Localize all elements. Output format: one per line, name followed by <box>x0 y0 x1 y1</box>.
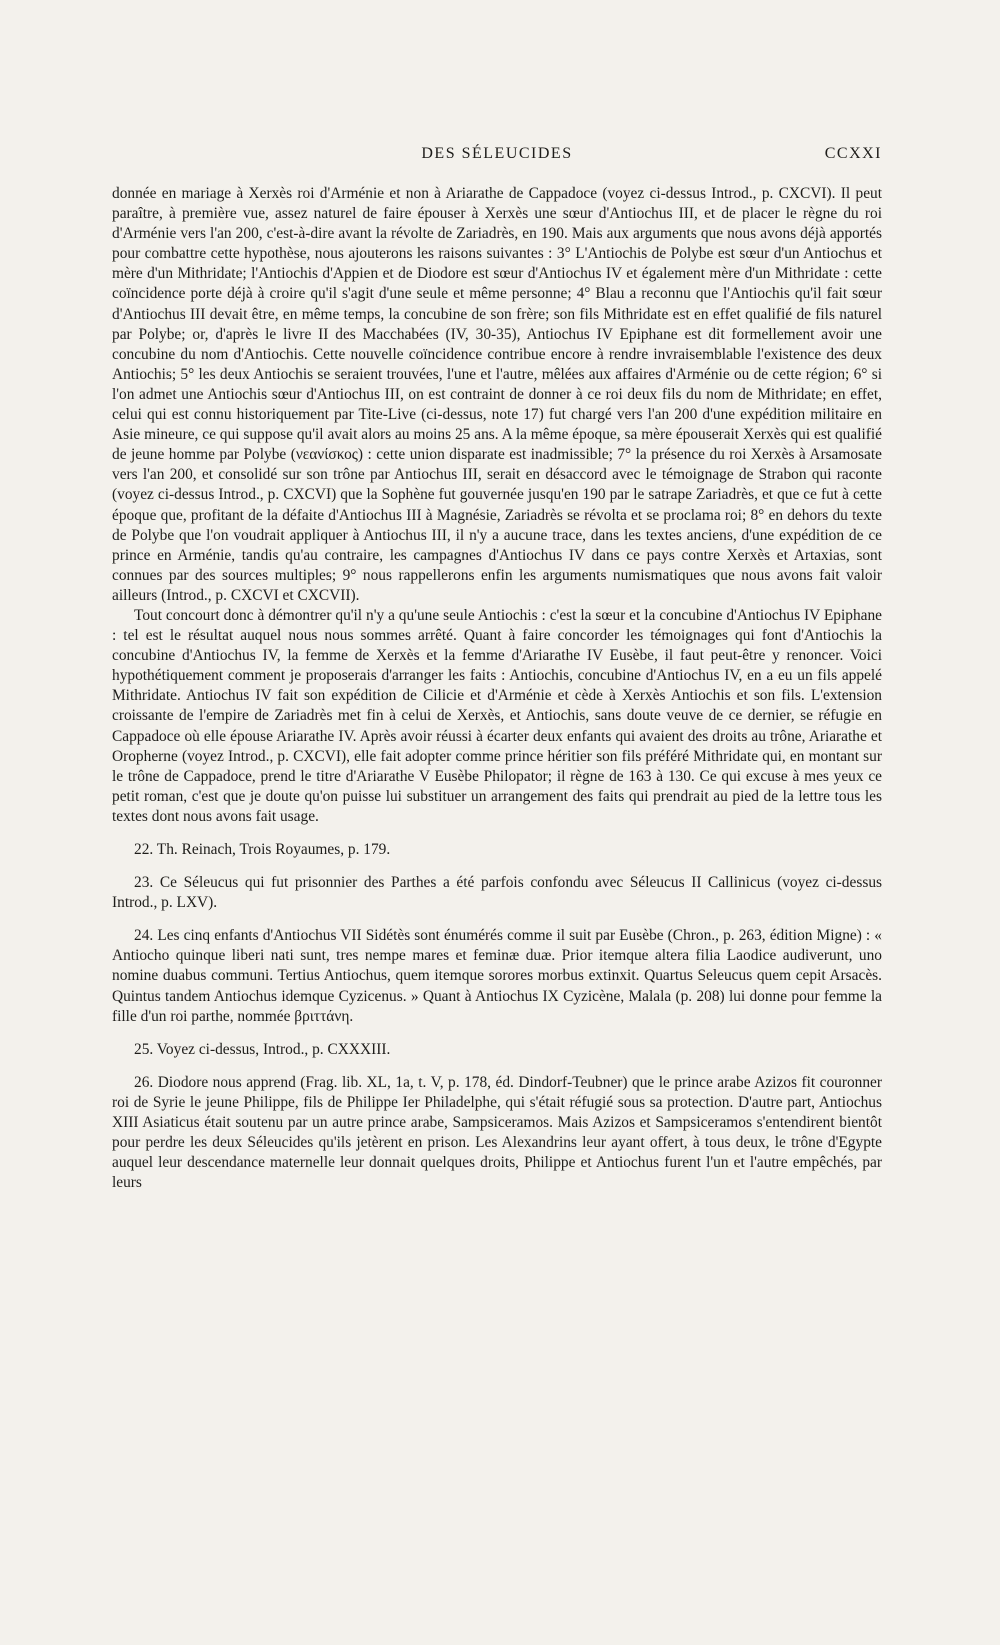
note-26: 26. Diodore nous apprend (Frag. lib. XL, 1a, t. V, p. 178, éd. Dindorf-Teubner) que le prince arabe Azizos fit couronner roi de Syrie le jeune Philippe, fils de Philippe Ier Philadelphe, qui s'était réfugié sous sa protection. D'autre part, Antiochus XIII Asiaticus était soutenu par un autre prince arabe, Sampsiceramos. Mais Azizos et Sampsiceramos s'entendirent bientôt pour perdre les deux Séleucides qu'ils jetèrent en prison. Les Alexandrins leur ayant offert, à tous deux, le trône d'Egypte auquel leur descendance maternelle leur donnait quelques droits, Philippe et Antiochus furent l'un et l'autre empêchés, par leurs <box>112 1073 882 1192</box>
continued-paragraph: donnée en mariage à Xerxès roi d'Arménie et non à Ariarathe de Cappadoce (voyez ci-dessus Introd., p. CXCVI). Il peut paraître, à première vue, assez naturel de faire épouser à Xerxès une sœur d'Antiochus III, et de placer le règne du roi d'Arménie vers l'an 200, c'est-à-dire avant la révolte de Zariadrès, en 190. Mais aux arguments que nous avons déjà apportés pour combattre cette hypothèse, nous ajouterons les raisons suivantes : 3° L'Antiochis de Polybe est sœur d'un Antiochus et mère d'un Mithridate; l'Antiochis d'Appien et de Diodore est sœur d'Antiochus IV et également mère d'un Mithridate : cette coïncidence porte déjà à croire qu'il s'agit d'une seule et même personne; 4° Blau a reconnu que l'Antiochis qu'il fait sœur d'Antiochus III devait être, en même temps, la concubine de son frère; son fils Mithridate est en effet qualifié de fils naturel par Polybe; or, d'après le livre II des Macchabées (IV, 30-35), Antiochus IV Epiphane est dit formellement avoir une concubine du nom d'Antiochis. Cette nouvelle coïncidence contribue encore à rendre invraisemblable l'existence des deux Antiochis; 5° les deux Antiochis se seraient trouvées, l'une et l'autre, mêlées aux affaires d'Arménie ou de cette région; 6° si l'on admet une Antiochis sœur d'Antiochus III, on est contraint de donner à ce roi deux fils du nom de Mithridate; en effet, celui qui est connu historiquement par Tite-Live (ci-dessus, note 17) fut chargé vers l'an 200 d'une expédition militaire en Asie mineure, ce qui suppose qu'il avait alors au moins 25 ans. A la même époque, sa mère épouserait Xerxès qui est qualifié de jeune homme par Polybe (νεανίσκος) : cette union disparate est inadmissible; 7° la présence du roi Xerxès à Arsamosate vers l'an 200, et consolidé sur son trône par Antiochus III, serait en désaccord avec le témoignage de Strabon qui raconte (voyez ci-dessus Introd., p. CXCVI) que la Sophène fut gouvernée jusqu'en 190 par le satrape Zariadrès, et que ce fut à cette époque que, profitant de la défaite d'Antiochus III à Magnésie, Zariadrès se révolta et se proclama roi; 8° en dehors du texte de Polybe que l'on voudrait appliquer à Antiochus III, il n'y a aucune trace, dans les textes anciens, d'une expédition de ce prince en Arménie, tandis qu'au contraire, les campagnes d'Antiochus IV dans ce pays contre Xerxès et Artaxias, sont connues par des sources multiples; 9° nous rappellerons enfin les arguments numismatiques que nous avons fait valoir ailleurs (Introd., p. CXCVI et CXCVII). <box>112 185 882 604</box>
note-24: 24. Les cinq enfants d'Antiochus VII Sidétès sont énumérés comme il suit par Eusèbe (Chron., p. 263, édition Migne) : « Antiocho quinque liberi nati sunt, tres nempe mares et feminæ duæ. Prior itemque altera filia Laodice audiverunt, uno nomine duabus communi. Tertius Antiochus, quem itemque sorores morbus extinxit. Quartus Seleucus quem cepit Arsacès. Quintus tandem Antiochus idemque Cyzicenus. » Quant à Antiochus IX Cyzicène, Malala (p. 208) lui donne pour femme la fille d'un roi parthe, nommée βριττάνη. <box>112 927 882 1025</box>
text-body <box>112 184 882 1193</box>
note-25: 25. Voyez ci-dessus, Introd., p. CXXXIII. <box>134 1040 391 1058</box>
note-23: 23. Ce Séleucus qui fut prisonnier des Parthes a été parfois confondu avec Séleucus II Callinicus (voyez ci-dessus Introd., p. LXV). <box>112 874 882 912</box>
note-22: 22. Th. Reinach, Trois Royaumes, p. 179. <box>134 841 391 858</box>
running-title: DES SÉLEUCIDES <box>421 145 573 162</box>
paragraph: Tout concourt donc à démontrer qu'il n'y a qu'une seule Antiochis : c'est la sœur et la concubine d'Antiochus IV Epiphane : tel est le résultat auquel nous nous sommes arrêté. Quant à faire concorder les témoignages qui font d'Antiochis la concubine d'Antiochus IV, la femme de Xerxès et la femme d'Ariarathe IV Eusèbe, il faut peut-être y renoncer. Voici hypothétiquement comment je proposerais d'arranger les faits : Antiochis, concubine d'Antiochus IV, en a eu un fils appelé Mithridate. Antiochus IV fait son expédition de Cilicie et d'Arménie et cède à Xerxès Antiochis et son fils. L'extension croissante de l'empire de Zariadrès met fin à celui de Xerxès, et Antiochis, sans doute veuve de ce dernier, se réfugie en Cappadoce où elle épouse Ariarathe IV. Après avoir réussi à écarter deux enfants qui avaient des droits au trône, Ariarathe et Oropherne (voyez Introd., p. CXCVI), elle fait adopter comme prince héritier son fils préféré Mithridate qui, en montant sur le trône de Cappadoce, prend le titre d'Ariarathe V Eusèbe Philopator; il règne de 163 à 130. Ce qui excuse à mes yeux ce petit roman, c'est que je doute qu'on puisse lui substituer un arrangement des faits qui prendrait au pied de la lettre tous les textes dont nous avons fait usage. <box>112 606 882 825</box>
page-number: CCXXI <box>824 145 882 162</box>
running-header <box>112 145 882 171</box>
